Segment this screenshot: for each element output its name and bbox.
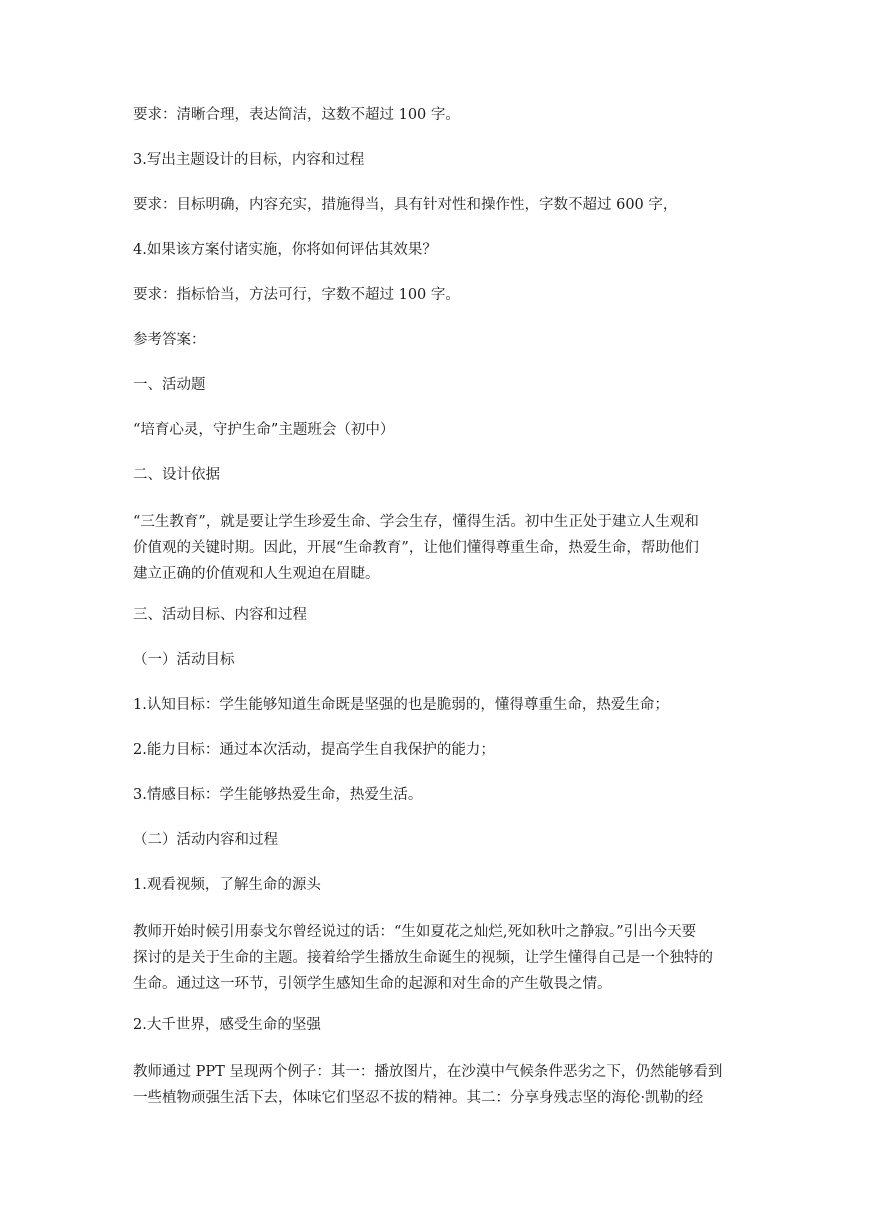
paragraph-line: 教师通过 PPT 呈现两个例子：其一：播放图片，在沙漠中气候条件恶劣之下，仍然能够看到 xyxy=(133,1064,723,1080)
paragraph-line: 价值观的关键时期。因此，开展“生命教育”，让他们懂得尊重生命，热爱生命，帮助他们 xyxy=(133,540,699,556)
paragraph-line: 建立正确的价值观和人生观迫在眉睫。 xyxy=(133,566,380,582)
section-2-heading: 二、设计依据 xyxy=(133,467,220,483)
paragraph-line: “三生教育”，就是要让学生珍爱生命、学会生存，懂得生活。初中生正处于建立人生观和 xyxy=(133,514,699,530)
step-2-heading: 2.大千世界，感受生命的坚强 xyxy=(133,1017,321,1033)
goal-cognitive: 1.认知目标：学生能够知道生命既是坚强的也是脆弱的，懂得尊重生命，热爱生命； xyxy=(133,697,669,713)
design-basis-paragraph xyxy=(133,509,743,587)
section-3-heading: 三、活动目标、内容和过程 xyxy=(133,607,307,623)
section-1-heading: 一、活动题 xyxy=(133,377,206,393)
step-2-paragraph xyxy=(133,1059,743,1111)
requirement-line-4: 要求：指标恰当，方法可行，字数不超过 100 字。 xyxy=(133,287,460,303)
goal-emotion: 3.情感目标：学生能够热爱生命，热爱生活。 xyxy=(133,787,423,803)
paragraph-line: 一些植物顽强生活下去，体味它们坚忍不拔的精神。其二：分享身残志坚的海伦·凯勒的经 xyxy=(133,1090,704,1106)
question-3: 3.写出主题设计的目标，内容和过程 xyxy=(133,152,365,168)
activity-title: “培育心灵，守护生命”主题班会（初中） xyxy=(133,422,395,438)
reference-answer-heading: 参考答案： xyxy=(133,332,206,348)
paragraph-line: 生命。通过这一环节，引领学生感知生命的起源和对生命的产生敬畏之情。 xyxy=(133,976,612,992)
step-1-paragraph xyxy=(133,919,743,997)
paragraph-line: 探讨的是关于生命的主题。接着给学生播放生命诞生的视频，让学生懂得自己是一个独特的 xyxy=(133,950,713,966)
requirement-line-3: 要求：目标明确，内容充实，措施得当，具有针对性和操作性，字数不超过 600 字， xyxy=(133,197,678,213)
subsection-1-heading: （一）活动目标 xyxy=(133,652,235,668)
step-1-heading: 1.观看视频，了解生命的源头 xyxy=(133,877,321,893)
requirement-line-1: 要求：清晰合理，表达简洁，这数不超过 100 字。 xyxy=(133,107,460,123)
document-body xyxy=(133,104,743,1128)
goal-ability: 2.能力目标：通过本次活动，提高学生自我保护的能力； xyxy=(133,742,495,758)
question-4: 4.如果该方案付诸实施，你将如何评估其效果？ xyxy=(133,242,437,258)
subsection-2-heading: （二）活动内容和过程 xyxy=(133,832,278,848)
paragraph-line: 教师开始时候引用泰戈尔曾经说过的话：“生如夏花之灿烂,死如秋叶之静寂。”引出今天要 xyxy=(133,924,697,940)
